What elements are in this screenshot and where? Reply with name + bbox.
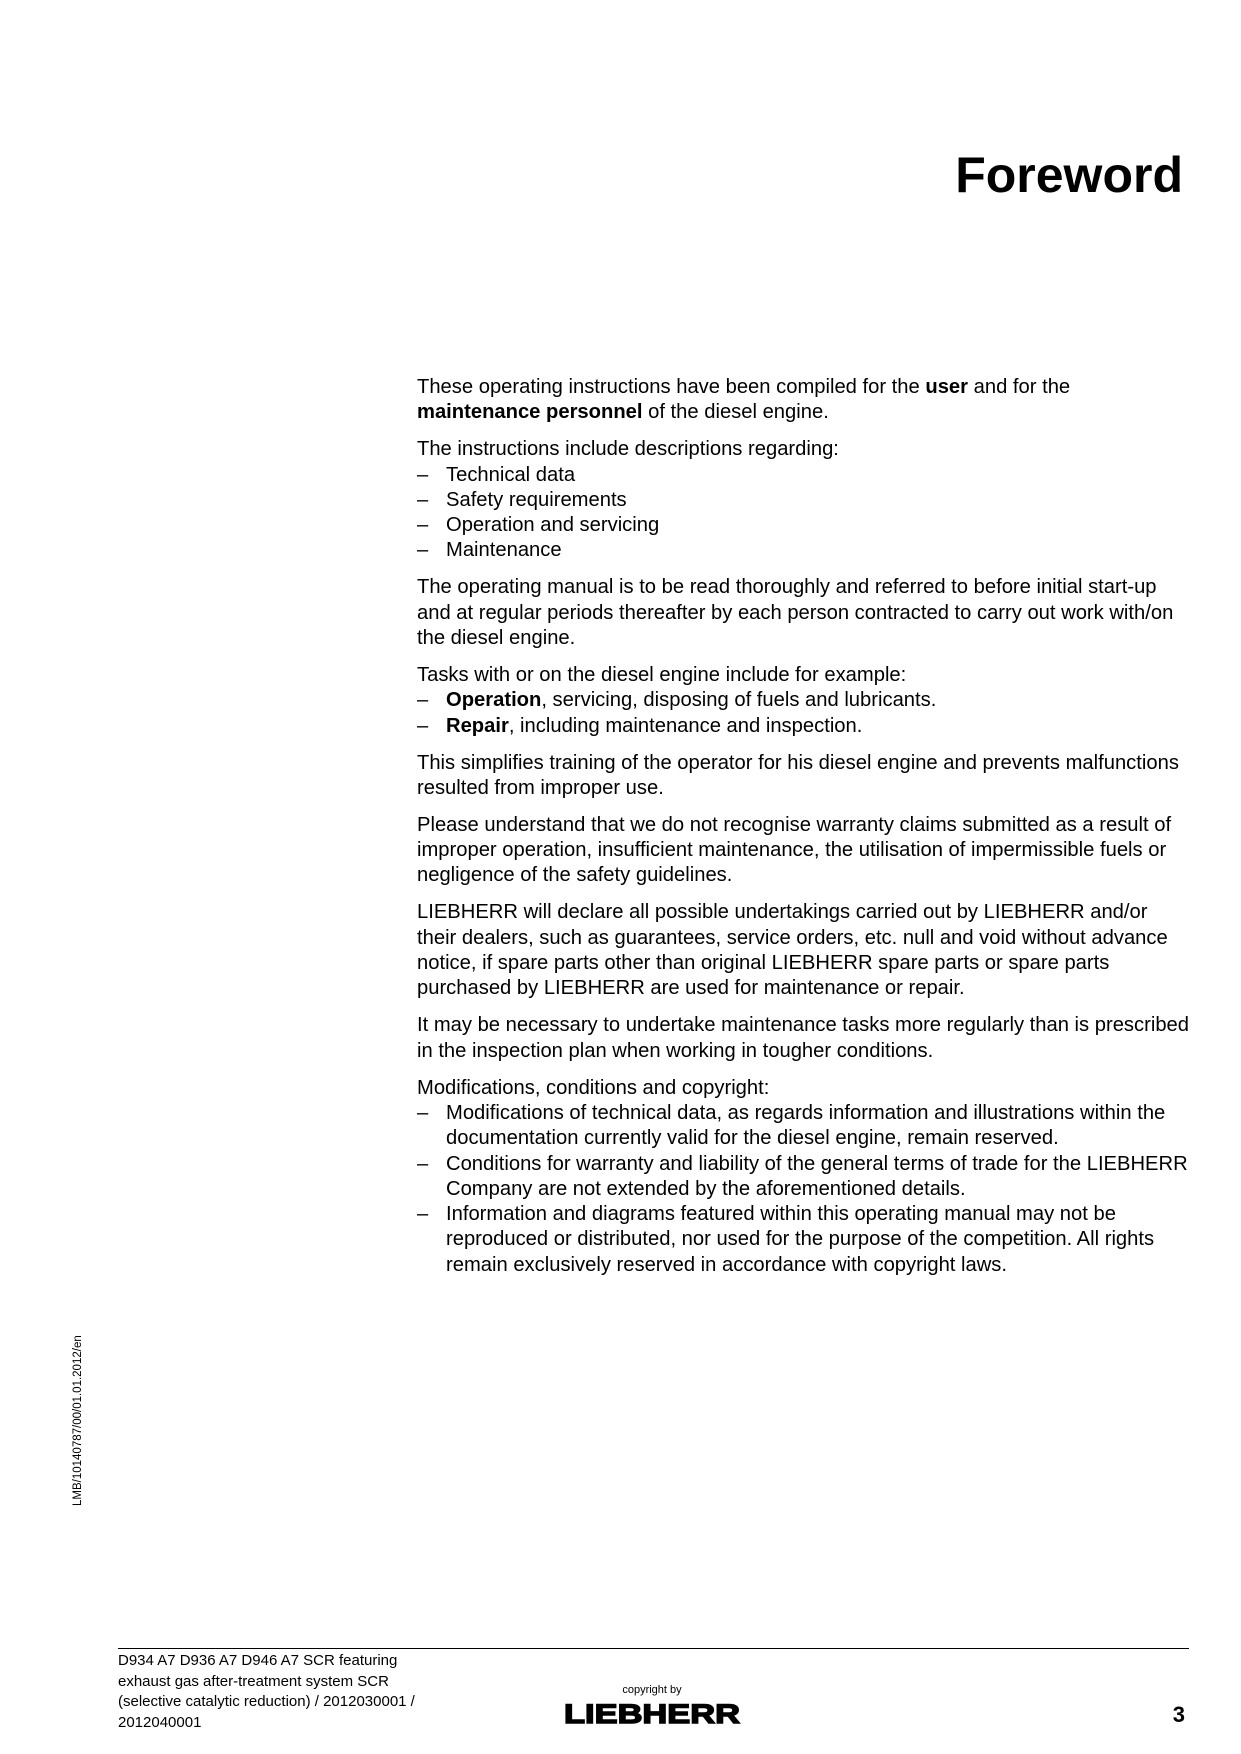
list-item: – Safety requirements (417, 488, 1192, 513)
list-item: – Modifications of technical data, as regards information and illustrations within the documentation currently valid for the diesel engine, remain reserved. (417, 1101, 1192, 1152)
intro-paragraph: These operating instructions have been compiled for the user and for the maintenance personnel of the diesel engine. (417, 376, 1071, 424)
list-item: – Operation and servicing (417, 513, 1192, 538)
list-item: – Technical data (417, 463, 1192, 488)
spare-parts-paragraph: LIEBHERR will declare all possible undertakings carried out by LIEBHERR and/or their dealers, such as guarantees, service orders, etc. null and void without advance notice, if spare parts other than original LIEBHERR spare parts or spare parts purchased by LIEBHERR are used for maintenance or repair. (417, 901, 1168, 1000)
instructions-block (417, 437, 1192, 563)
document-code: LMB/10140787/00/01.01.2012/en (72, 1335, 84, 1506)
bold-maintenance-personnel: maintenance personnel (417, 401, 643, 424)
list-item: – Information and diagrams featured within this operating manual may not be reproduced or distributed, nor used for the purpose of the competition. All rights remain exclusively reserved in accordance with copyright laws. (417, 1202, 1192, 1278)
instructions-lead: The instructions include descriptions regarding: (417, 438, 839, 461)
training-paragraph: This simplifies training of the operator for his diesel engine and prevents malfunctions resulted from improper use. (417, 751, 1179, 799)
list-item: – Operation, servicing, disposing of fuels and lubricants. (417, 688, 1192, 713)
liebherr-logo-icon (562, 1700, 742, 1728)
list-item: – Repair, including maintenance and inspection. (417, 714, 1192, 739)
copyright-list (417, 1101, 1192, 1278)
copyright-label: copyright by (622, 1684, 682, 1696)
page-number: 3 (1172, 1702, 1185, 1727)
instructions-list (417, 463, 1192, 564)
copyright-lead: Modifications, conditions and copyright: (417, 1076, 770, 1099)
footer-divider (118, 1648, 1189, 1649)
foreword-body (417, 375, 1192, 1290)
list-item: – Maintenance (417, 538, 1192, 563)
warranty-paragraph: Please understand that we do not recognise warranty claims submitted as a result of improper operation, insufficient maintenance, the utilisation of impermissible fuels or negligence of the safety guidelines. (417, 813, 1172, 887)
bold-user: user (925, 376, 969, 398)
list-item: – Conditions for warranty and liability of the general terms of trade for the LIEBHERR Company are not extended by the aforementioned details. (417, 1152, 1192, 1203)
tasks-block (417, 663, 1192, 739)
page-title: Foreword (955, 147, 1183, 203)
footer-document-info: D934 A7 D936 A7 D946 A7 SCR featuring exhaust gas after-treatment system SCR (selective catalytic reduction) / 2012030001 / 2012040001 (118, 1652, 415, 1731)
tasks-list (417, 688, 1192, 739)
liebherr-logo-text: LIEBHERR (564, 1700, 740, 1728)
maintenance-paragraph: It may be necessary to undertake maintenance tasks more regularly than is prescribed in the inspection plan when working in tougher conditions. (417, 1014, 1189, 1062)
copyright-block (417, 1076, 1192, 1278)
tasks-lead: Tasks with or on the diesel engine include for example: (417, 664, 907, 687)
reading-paragraph: The operating manual is to be read thoroughly and referred to before initial start-up and at regular periods thereafter by each person contracted to carry out work with/on the diesel engine. (417, 576, 1174, 650)
footer-logo (562, 1684, 742, 1733)
